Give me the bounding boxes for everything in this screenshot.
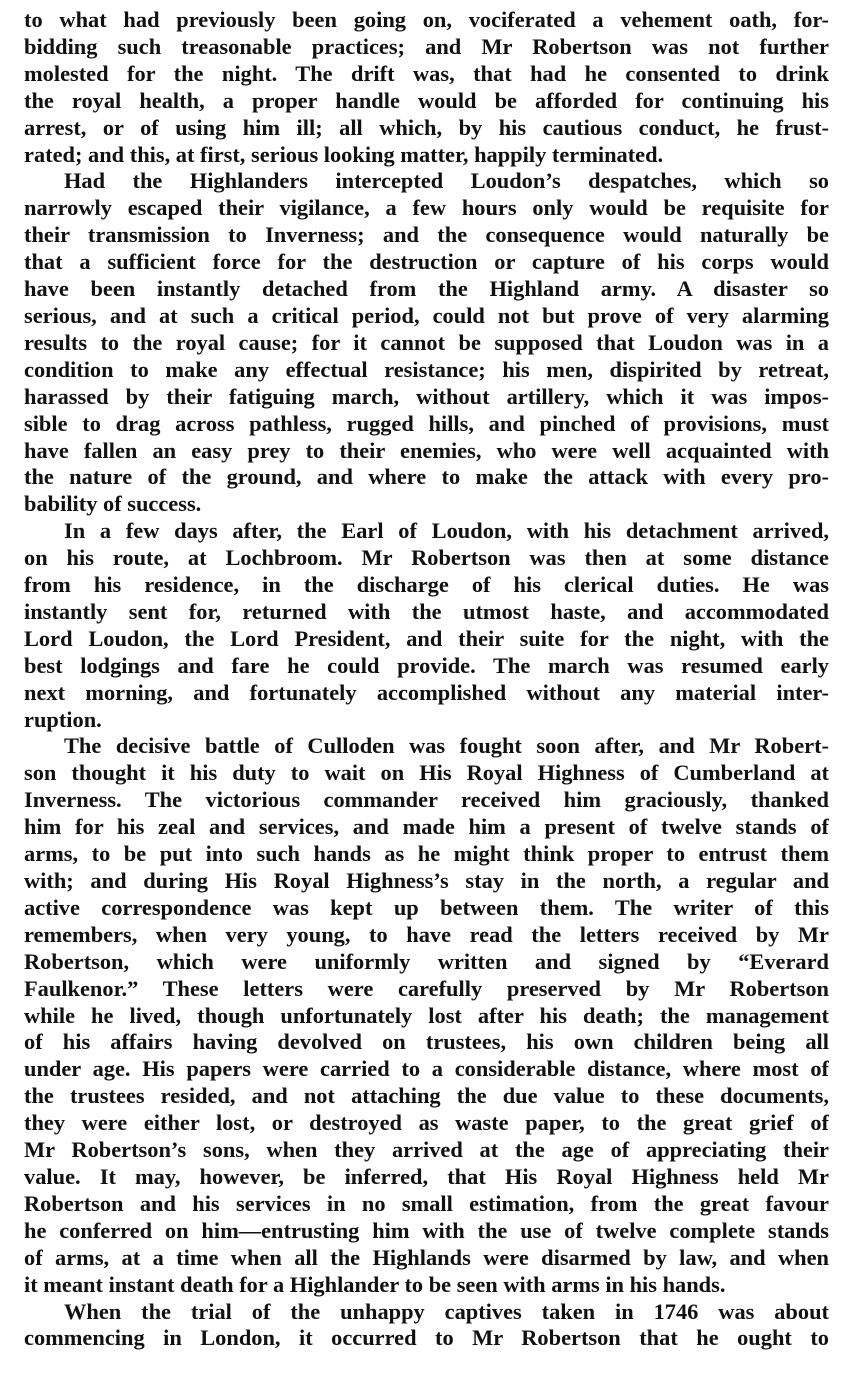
text-line: the nature of the ground, and where to make the attack with every pro- (24, 464, 829, 490)
text-line: on his route, at Lochbroom. Mr Robertson was then at some distance (24, 545, 829, 571)
text-line: Lord Loudon, the Lord President, and their suite for the night, with the (24, 625, 829, 651)
text-line: bability of success. (24, 491, 202, 517)
text-line: sible to drag across pathless, rugged hills, and pinched of provisions, must (24, 410, 829, 436)
paragraph-1 (24, 7, 829, 168)
text-line: The decisive battle of Culloden was fought soon after, and Mr Robert- (64, 733, 829, 759)
text-line: arms, to be put into such hands as he might think proper to entrust them (24, 841, 829, 867)
text-line: under age. His papers were carried to a considerable distance, where most of (24, 1056, 829, 1082)
text-line: have been instantly detached from the Highland army. A disaster so (24, 276, 829, 302)
text-line: rated; and this, at first, serious looking matter, happily terminated. (24, 141, 664, 167)
text-line: serious, and at such a critical period, could not but prove of very alarming (24, 302, 829, 328)
text-line: from his residence, in the discharge of his clerical duties. He was (24, 572, 829, 598)
paragraph-3 (24, 518, 829, 733)
text-line: Robertson, which were uniformly written and signed by “Everard (24, 948, 829, 974)
text-line: of arms, at a time when all the Highlands were disarmed by law, and when (24, 1244, 829, 1270)
text-line: active correspondence was kept up between them. The writer of this (24, 894, 829, 920)
text-line: harassed by their fatiguing march, without artillery, which it was impos- (24, 383, 829, 409)
paragraph-4 (24, 733, 829, 1298)
text-line: while he lived, though unfortunately lost after his death; the management (24, 1002, 829, 1028)
text-line: condition to make any effectual resistance; his men, dispirited by retreat, (24, 356, 829, 382)
text-line: the trustees resided, and not attaching the due value to these documents, (24, 1083, 829, 1109)
text-line: son thought it his duty to wait on His Royal Highness of Cumberland at (24, 760, 829, 786)
text-line: remembers, when very young, to have read the letters received by Mr (24, 921, 829, 947)
text-line: narrowly escaped their vigilance, a few hours only would be requisite for (24, 195, 829, 221)
text-line: next morning, and fortunately accomplished without any material inter- (24, 679, 829, 705)
text-line: value. It may, however, be inferred, that His Royal Highness held Mr (24, 1163, 829, 1189)
text-line: instantly sent for, returned with the utmost haste, and accommodated (24, 598, 829, 624)
text-line: that a sufficient force for the destruction or capture of his corps would (24, 249, 829, 275)
text-line: ruption. (24, 706, 102, 732)
text-line: he conferred on him—entrusting him with the use of twelve complete stands (24, 1217, 829, 1243)
text-line: of his affairs having devolved on trustees, his own children being all (24, 1029, 829, 1055)
text-line: their transmission to Inverness; and the consequence would naturally be (24, 222, 829, 248)
text-line: him for his zeal and services, and made him a present of twelve stands of (24, 814, 829, 840)
text-line: bidding such treasonable practices; and Mr Robertson was not further (24, 33, 829, 59)
text-line: Had the Highlanders intercepted Loudon’s despatches, which so (64, 168, 829, 194)
text-line: When the trial of the unhappy captives taken in 1746 was about (64, 1298, 829, 1324)
text-line: to what had previously been going on, vociferated a vehement oath, for- (24, 7, 829, 32)
text-line: they were either lost, or destroyed as waste paper, to the great grief of (24, 1110, 829, 1136)
text-line: commencing in London, it occurred to Mr Robertson that he ought to (24, 1325, 829, 1351)
paragraph-2 (24, 168, 829, 518)
text-line: Mr Robertson’s sons, when they arrived at the age of appreciating their (24, 1137, 829, 1163)
text-line: Faulkenor.” These letters were carefully preserved by Mr Robertson (24, 975, 829, 1001)
text-line: Robertson and his services in no small estimation, from the great favour (24, 1190, 829, 1216)
text-line: best lodgings and fare he could provide. The march was resumed early (24, 652, 829, 678)
text-line: with; and during His Royal Highness’s stay in the north, a regular and (24, 868, 829, 893)
text-line: results to the royal cause; for it cannot be supposed that Loudon was in a (24, 329, 829, 355)
text-line: it meant instant death for a Highlander to be seen with arms in his hands. (24, 1271, 726, 1297)
text-line: Inverness. The victorious commander received him graciously, thanked (24, 787, 829, 813)
text-line: In a few days after, the Earl of Loudon, with his detachment arrived, (64, 518, 829, 544)
text-line: the royal health, a proper handle would be afforded for continuing his (24, 87, 829, 113)
text-line: arrest, or of using him ill; all which, by his cautious conduct, he frust- (24, 114, 829, 140)
text-line: have fallen an easy prey to their enemies, who were well acquainted with (24, 437, 829, 463)
paragraph-5 (24, 1299, 829, 1353)
text-line: molested for the night. The drift was, that had he consented to drink (24, 60, 829, 86)
